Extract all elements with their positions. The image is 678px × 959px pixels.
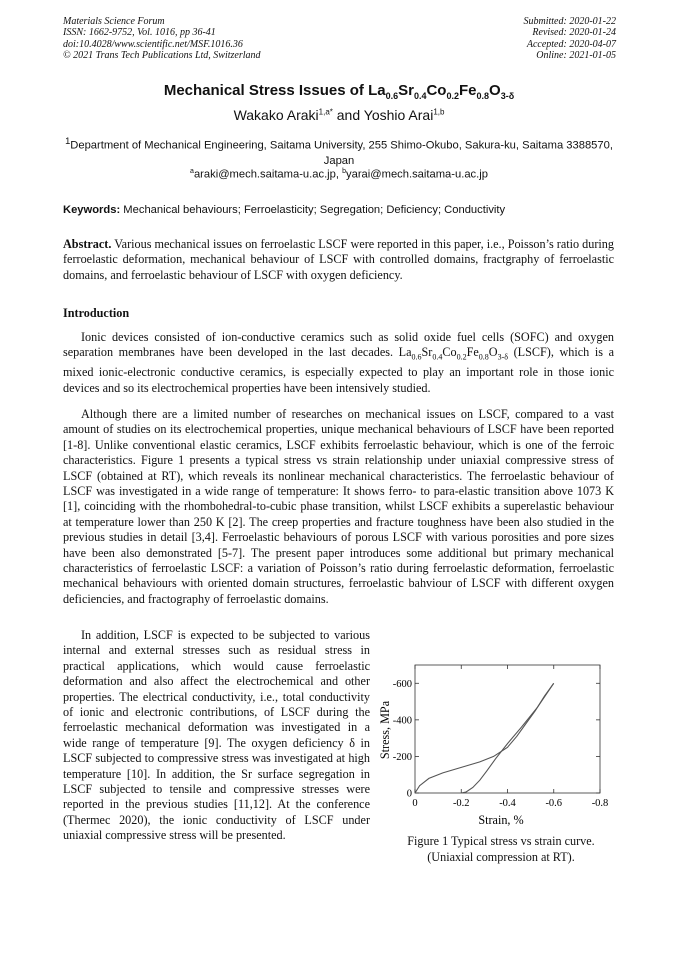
y-tick-label: -400: [392, 715, 412, 727]
paper-title: Mechanical Stress Issues of $La_{0.6}Sr_{0.4}Co_{0.2}Fe_{0.8}O_{3-\delta}$: [163, 82, 515, 101]
abstract: Abstract. Various mechanical issues on ferroelastic LSCF were reported in this paper, i.e., Poisson’s ratio during ferroelastic deformation, mechanical behaviour of LSCF with controlled domains, fractgraphy of ferroelastic domains, and ferroelastic behaviour of LSCF with oxygen deficiency.: [63, 237, 614, 282]
x-tick-label: -0.2: [452, 798, 470, 809]
keywords: Keywords: Mechanical behaviours; Ferroelasticity; Segregation; Deficiency; Conductivity: [63, 204, 506, 216]
plot-frame: [415, 665, 600, 793]
dates-header: [524, 16, 617, 62]
submitted-date: Submitted: 2020-01-22: [523, 16, 616, 27]
x-tick-label: -0.8: [591, 798, 609, 809]
author-list: Wakako Araki$^{1,a*}$ and Yoshio Arai$^{1,b}$: [233, 107, 445, 123]
intro-paragraph-2: Although there are a limited number of researches on mechanical issues on LSCF, compared to a vast amount of studies on its electrochemical properties, unique mechanical behaviours of LSCF have been reported [1-8]. Unlike conventional elastic ceramics, LSCF exhibits ferroelastic behaviour, which is one of the ferroic characteristics. Figure 1 presents a typical stress vs strain relationship under uniaxial compressive stress of LSCF (obtained at RT), which reveals its nonlinear mechanical characteristics. The ferroelastic behaviour of LSCF was investigated in a wide range of temperature: It shows ferro- to para-elastic transition above 1073 K [1], coinciding with the rhombohedral-to-cubic phase transition, whilst LSCF exhibits a superelastic behaviour at temperature lower than 250 K [2]. The creep properties and fracture toughness have been also studied in the previous studies in detail [3,4]. Ferroelastic behaviours of porous LSCF with various porosities and pore sizes have been also demonstrated [5-7]. The present paper introduces some additional but primary mechanical characteristics of ferroelastic LSCF: a variation of Poisson’s ratio during ferroelastic deformation, ferroelastic mechanical behaviours with oriented domain structures, ferroelastic bahviour of LSCF with different oxygen deficiencies, and fractography of ferroelastic domains.: [63, 407, 614, 606]
copyright-line: © 2021 Trans Tech Publications Ltd, Switzerland: [63, 50, 261, 62]
author-name: Yoshio Arai: [363, 107, 434, 123]
x-tick-label: -0.6: [545, 798, 563, 809]
figure-caption: Figure 1 Typical stress vs strain curve. (Uniaxial compression at RT).: [407, 834, 595, 864]
y-tick-label: -200: [392, 751, 412, 763]
email-link[interactable]: yarai@mech.saitama-u.ac.jp: [346, 168, 488, 181]
x-tick-label: 0: [412, 798, 418, 809]
author-name: Wakako Araki: [233, 107, 319, 123]
journal-name: Materials Science Forum: [63, 16, 165, 27]
doi-line: doi:10.4028/www.scientific.net/MSF.1016.36: [63, 38, 243, 50]
y-tick-label: -600: [392, 678, 412, 690]
section-heading-introduction: Introduction: [63, 306, 130, 320]
revised-date: Revised: 2020-01-24: [532, 27, 616, 39]
stress-strain-chart: [375, 660, 620, 830]
figure-1: [375, 660, 620, 835]
x-tick-label: -0.4: [499, 798, 516, 809]
issn-line: ISSN: 1662-9752, Vol. 1016, pp 36-41: [63, 27, 216, 39]
accepted-date: Accepted: 2020-04-07: [526, 38, 616, 50]
author-emails: $^a$araki@mech.saitama-u.ac.jp, $^b$yarai@mech.saitama-u.ac.jp: [190, 168, 488, 181]
intro-paragraph-3: In addition, LSCF is expected to be subjected to various internal and external stresses such as residual stress in practical applications, which would cause ferroelastic deformation and also affect the electrochemical and other properties. The electrical conductivity, i.e., total conductivity of ionic and electronic contributions, of LSCF during the ferroelastic mechanical deformation was investigated in a wide range of temperature [9]. The oxygen deficiency δ in LSCF subjected to compressive stress was investigated at high temperature [10]. In addition, the Sr surface segregation in LSCF subjected to tensile and compressive stresses were reported in the previous studies [11,12]. At the conference (Thermec 2020), the ionic conductivity of LSCF under uniaxial compressive stress will be presented.: [63, 628, 370, 843]
y-axis-label: Stress, MPa: [378, 700, 392, 760]
affiliation: $^1$Department of Mechanical Engineering, Saitama University, 255 Shimo-Okubo, Sakura-ku, Saitama 3388570, Japan: [65, 136, 613, 167]
journal-header: [63, 16, 261, 62]
x-axis-label: Strain, %: [478, 813, 524, 827]
loading-curve: [415, 683, 554, 793]
online-date: Online: 2021-01-05: [536, 50, 616, 62]
unloading-curve: [461, 683, 553, 793]
intro-paragraph-1: Ionic devices consisted of ion-conductive ceramics such as solid oxide fuel cells (SOFC) and oxygen separation membranes have been developed in the last decades. $La_{0.6}Sr_{0.4}Co_{0.2}Fe_{0.8}O_{3-\delta}$ (LSCF), which is a mixed ionic-electronic conductive ceramics, is especially expected to play an important role in those ionic devices and so its electrochemical properties have been intensively studied.: [63, 330, 614, 395]
email-link[interactable]: araki@mech.saitama-u.ac.jp,: [193, 168, 343, 181]
y-tick-label: 0: [406, 788, 412, 800]
